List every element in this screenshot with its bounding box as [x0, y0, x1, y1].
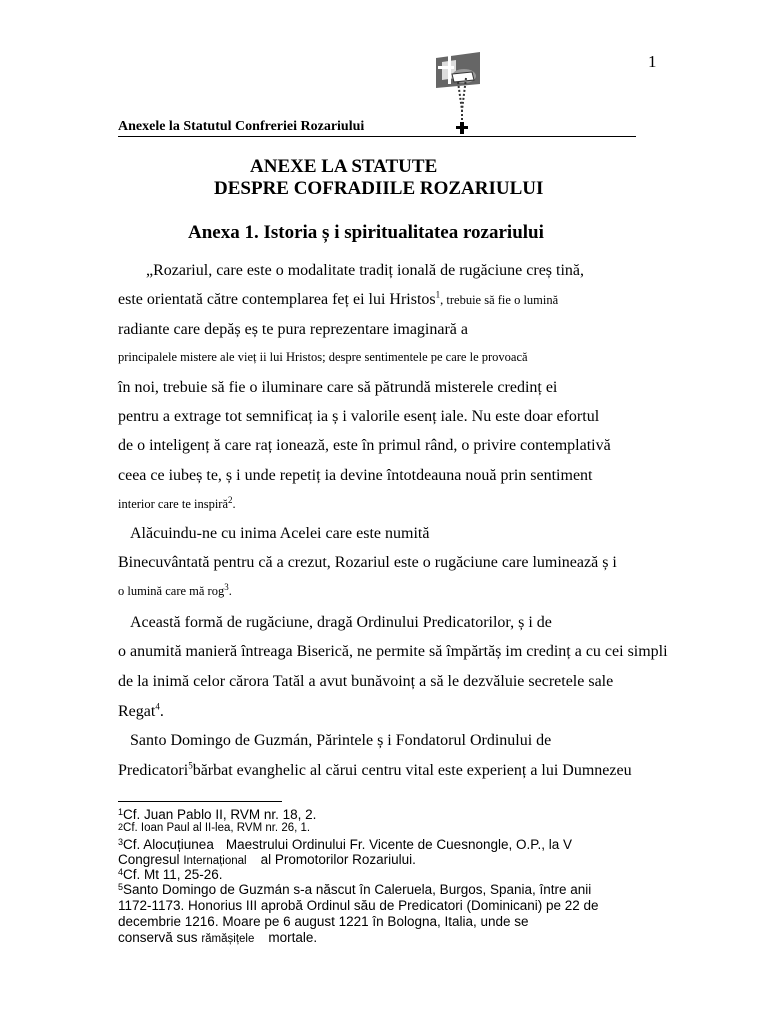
footnote-ref-4[interactable]: 4	[155, 701, 160, 712]
body-line-8: ceea ce iubeș te, ș i unde repetiț ia devine întotdeauna nouă prin sentiment	[118, 467, 593, 484]
page-number: 1	[648, 52, 657, 71]
footnote-3-line-1: $^3$Cf. Alocuțiunea Maestrului Ordinului Fr. Vicente de Cuesnongle, O.P., la V	[118, 837, 573, 852]
running-header: Anexele la Statutul Confreriei Rozariului	[118, 119, 365, 134]
footnote-ref-1[interactable]: 1	[435, 289, 441, 300]
title-line-1: ANEXE LA STATUTE	[250, 156, 438, 177]
rosary-logo	[428, 48, 488, 136]
footnote-2: $^2$Cf. Ioan Paul al II-lea, RVM nr. 26, 1.	[118, 822, 311, 834]
footnote-5-line-3: decembrie 1216. Moare pe 6 august 1221 în Bologna, Italia, unde se	[118, 914, 529, 929]
title-line-2: DESPRE COFRADIILE ROZARIULUI	[214, 178, 544, 199]
footnote-ref-2[interactable]: 2	[228, 494, 233, 505]
body-line-9: interior care te inspiră$^2$.	[118, 494, 236, 511]
section-subtitle: Anexa 1. Istoria ș i spiritualitatea rozariului	[188, 222, 544, 243]
body-line-12: o lumină care mă rog$^3$.	[118, 581, 232, 598]
footnote-ref-5[interactable]: 5	[188, 760, 193, 771]
body-line-10: Alăcuindu-ne cu inima Acelei care este numită	[130, 525, 430, 542]
body-line-3: radiante care depăș eș te pura reprezentare imaginară a	[118, 321, 468, 338]
body-line-1: „Rozariul, care este o modalitate tradiț ională de rugăciune creș tină,	[146, 262, 585, 279]
body-line-6: pentru a extrage tot semnificaț ia ș i valorile esenț iale. Nu este doar efortul	[118, 408, 600, 425]
body-line-2: este orientată către contemplarea feț ei lui Hristos$^1$, trebuie să fie o lumină	[118, 289, 559, 308]
footnote-5-line-4: conservă sus rămășițele mortale.	[118, 930, 318, 945]
body-line-7: de o inteligenț ă care raț ionează, este în primul rând, o privire contemplativă	[118, 437, 611, 454]
body-line-17: Santo Domingo de Guzmán, Părintele ș i Fondatorul Ordinului de	[130, 732, 552, 749]
footnote-1: $^1$Cf. Juan Pablo II, RVM nr. 18, 2.	[118, 807, 317, 822]
footnote-5-line-1: $^5$Santo Domingo de Guzmán s-a născut în Caleruela, Burgos, Spania, între anii	[118, 882, 592, 897]
body-line-16: Regat$^4$.	[118, 701, 164, 720]
footnote-5-line-2: 1172-1173. Honorius III aprobă Ordinul său de Predicatori (Dominicani) pe 22 de	[118, 898, 599, 913]
body-line-14: o anumită manieră întreaga Biserică, ne permite să împărtăș im credinț a cu cei simpli	[118, 643, 668, 660]
body-line-4: principalele mistere ale vieț ii lui Hristos; despre sentimentele pe care le provoacă	[118, 350, 528, 364]
body-line-18: Predicatori$^5$bărbat evanghelic al cărui centru vital este experienț a lui Dumnezeu	[118, 760, 632, 779]
body-line-13: Această formă de rugăciune, dragă Ordinului Predicatorilor, ș i de	[130, 614, 552, 631]
footnote-ref-3[interactable]: 3	[224, 581, 229, 592]
body-line-5: în noi, trebuie să fie o iluminare care să pătrundă misterele credinț ei	[118, 379, 558, 396]
footnote-separator	[118, 801, 282, 802]
footnote-3-line-2: Congresul Internațional al Promotorilor Rozariului.	[118, 852, 416, 867]
body-line-15: de la inimă celor cărora Tatăl a avut bunăvoinț a să le dezvăluie secretele sale	[118, 673, 614, 690]
footnote-4: $^4$Cf. Mt 11, 25-26.	[118, 867, 223, 882]
body-line-11: Binecuvântată pentru că a crezut, Rozariul este o rugăciune care luminează ș i	[118, 554, 617, 571]
header-rule	[118, 136, 636, 137]
